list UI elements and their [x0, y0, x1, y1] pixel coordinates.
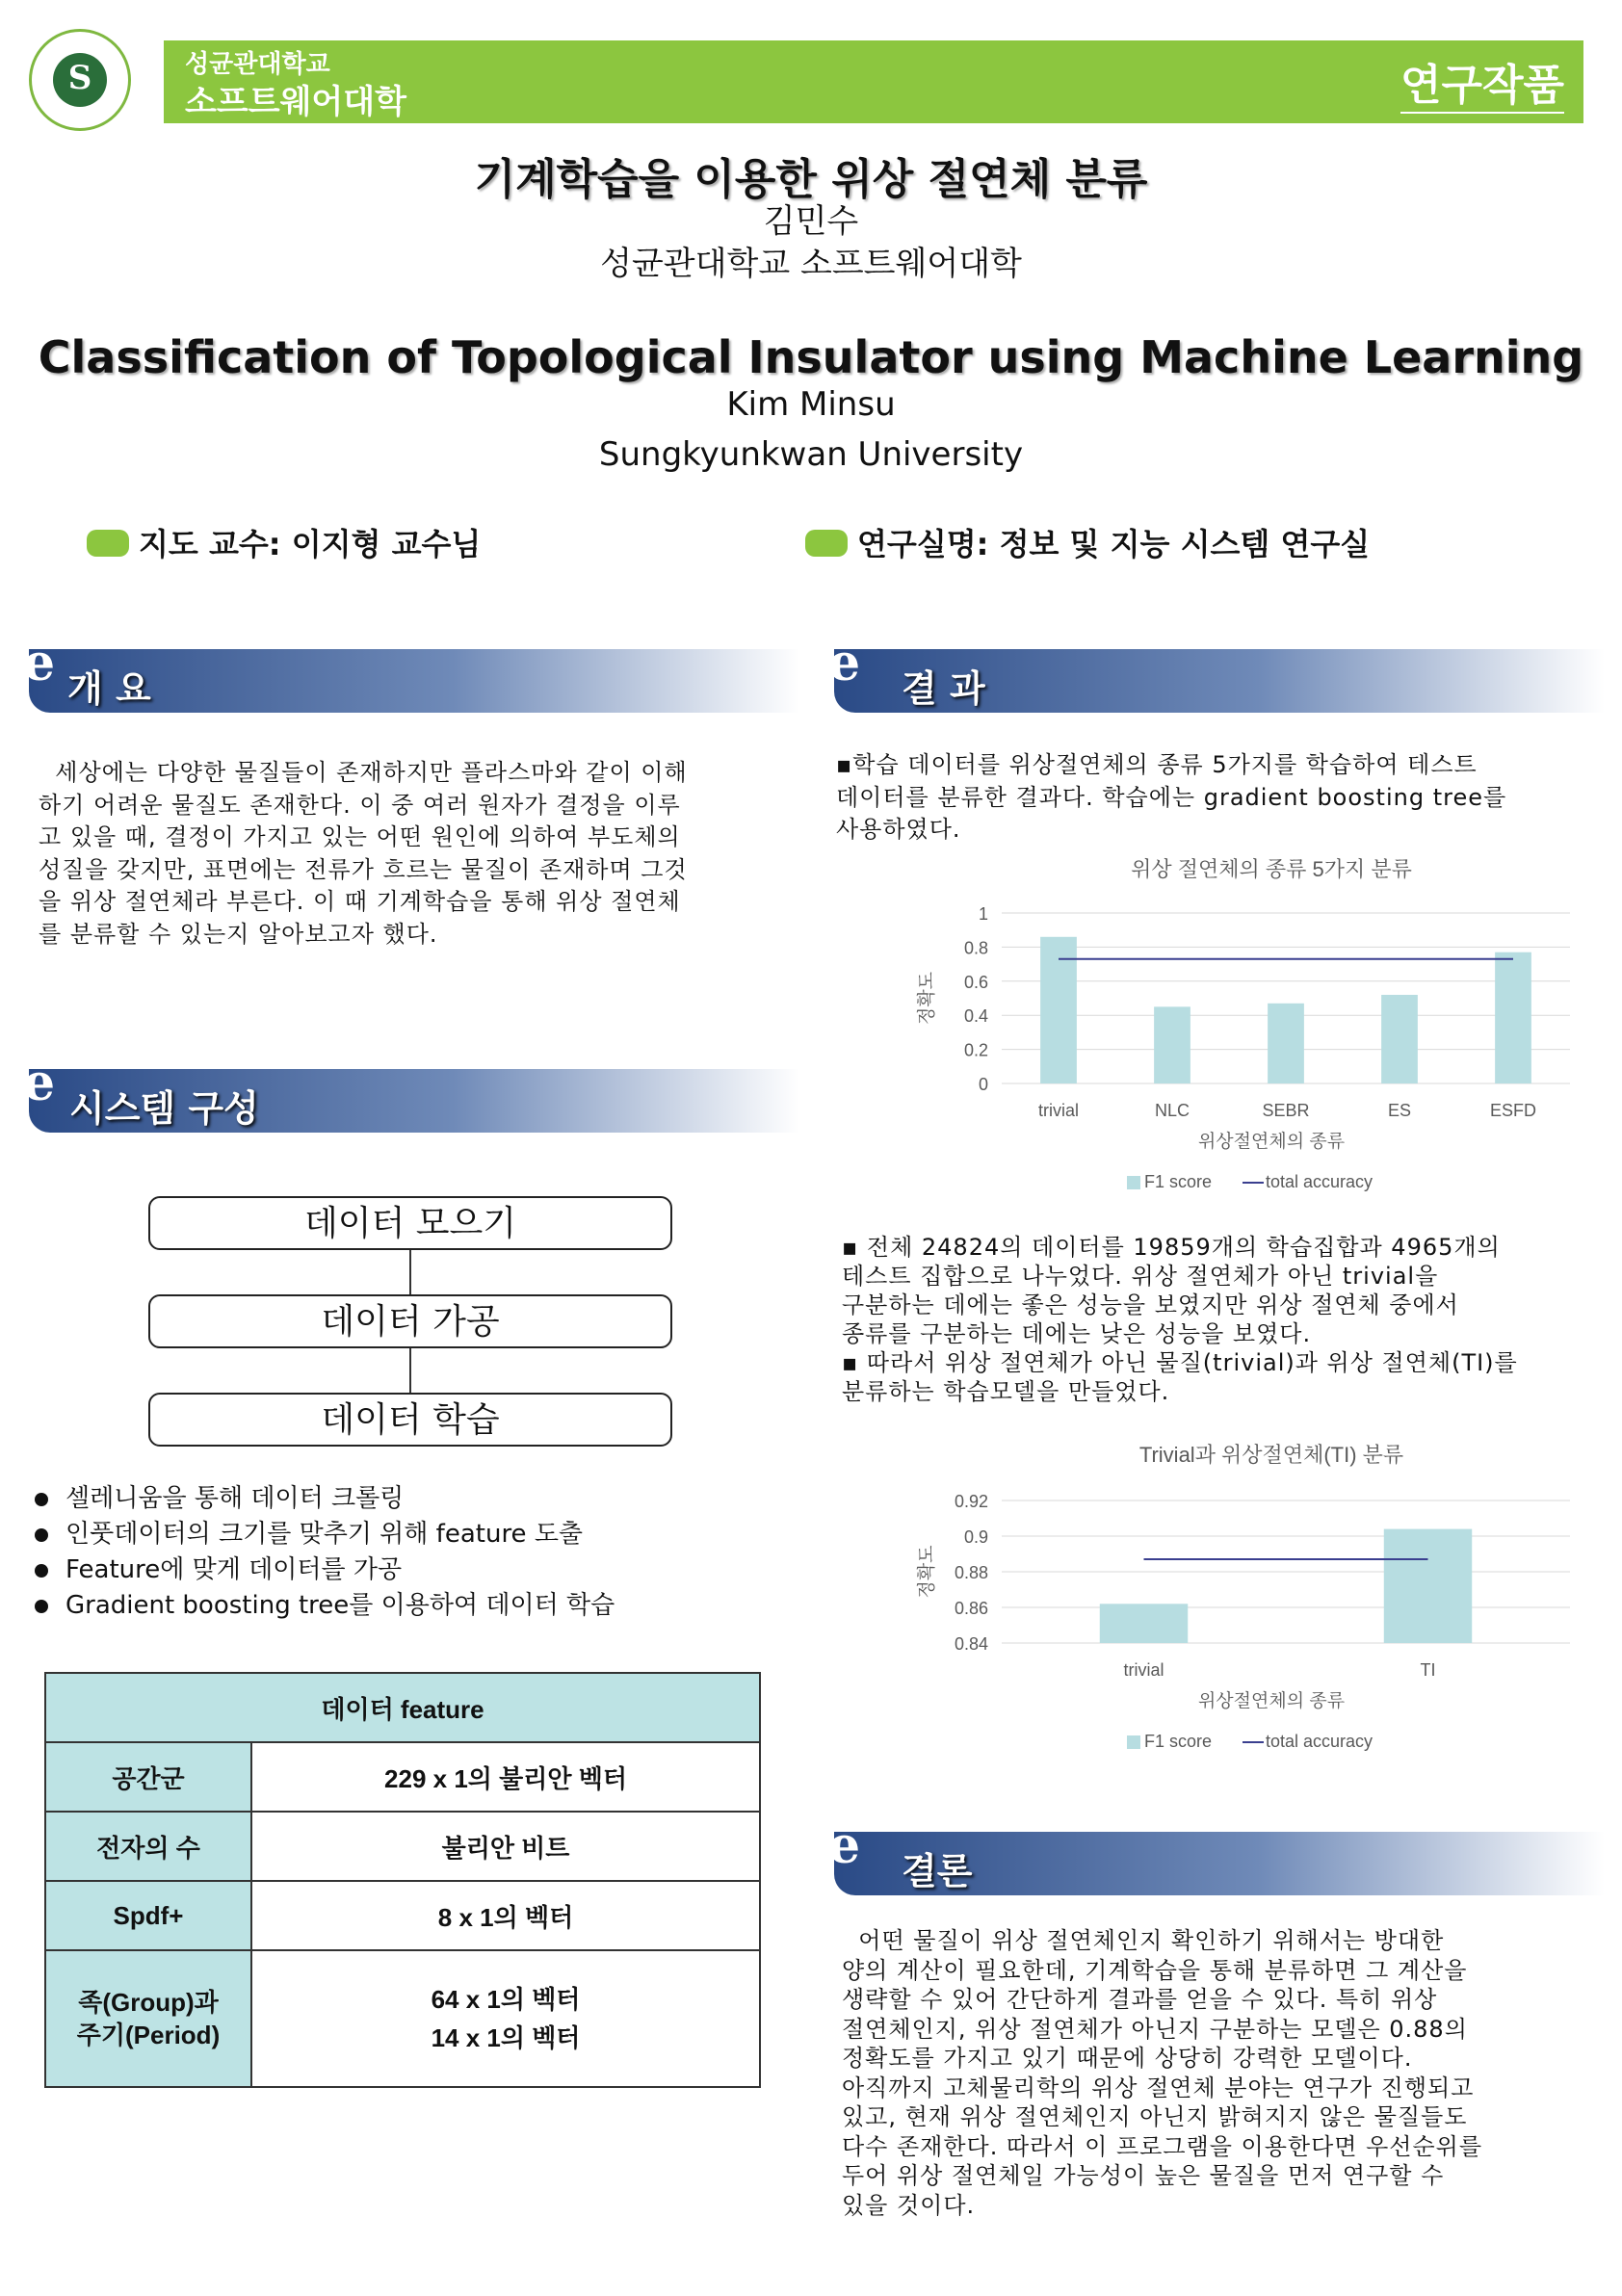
legend-label-f1: F1 score	[1144, 1732, 1213, 1751]
bar-f1-ESFD	[1495, 952, 1531, 1083]
x-axis-label: 위상절연체의 종류	[1197, 1132, 1346, 1152]
conclusion-line: 생략할 수 있어 간단하게 결과를 얻을 수 있다. 특히 위상	[842, 1986, 1438, 2013]
section-results-header	[828, 634, 1605, 713]
chart-trivial-ti	[867, 1433, 1570, 1770]
bullet-text: 셀레니움을 통해 데이터 크롤링	[65, 1484, 405, 1513]
table-key: 공간군	[45, 1742, 251, 1812]
y-tick-label: 0.86	[954, 1599, 988, 1618]
y-tick-label: 0.4	[963, 1006, 988, 1027]
section-e-icon: e	[23, 634, 56, 692]
conclusion-text	[842, 1926, 1603, 2220]
advisor-chip	[87, 530, 129, 557]
bar-f1-SEBR	[1268, 1004, 1304, 1083]
feature-table	[44, 1672, 761, 2088]
bullet-item	[35, 1481, 767, 1517]
section-e-icon: e	[828, 634, 861, 692]
bullet-item	[35, 1588, 767, 1624]
flow-arrow	[409, 1250, 411, 1294]
logo-emblem	[53, 53, 107, 107]
flow-step-collect: 데이터 모으기	[148, 1196, 672, 1250]
x-tick-label: ES	[1387, 1101, 1412, 1120]
table-row	[45, 1812, 760, 1881]
conclusion-line: 아직까지 고체물리학의 위상 절연체 분야는 연구가 진행되고	[842, 2074, 1475, 2101]
results-line: ▪ 전체 24824의 데이터를 19859개의 학습집합과 4965개의	[842, 1234, 1501, 1261]
flow-step-train: 데이터 학습	[148, 1393, 672, 1447]
lab-label: 연구실명: 정보 및 지능 시스템 연구실	[857, 526, 1371, 562]
affiliation-korean: 성균관대학교 소프트웨어대학	[600, 245, 1022, 283]
section-conclusion-header	[828, 1816, 1605, 1895]
section-overview-title: 개 요	[67, 667, 151, 710]
y-tick-label: 0	[978, 1075, 988, 1094]
overview-line: 세상에는 다양한 물질들이 존재하지만 플라스마와 같이 이해	[39, 759, 688, 786]
overview-line: 성질을 갖지만, 표면에는 전류가 흐르는 물질이 존재하며 그것	[39, 855, 688, 883]
title-english: Classification of Topological Insulator using Machine Learning	[38, 331, 1584, 383]
y-tick-label: 0.8	[963, 938, 988, 958]
y-tick-label: 1	[978, 904, 988, 924]
table-value: 8 x 1의 벡터	[251, 1881, 760, 1950]
chart-five-class	[867, 848, 1570, 1204]
section-conclusion-title: 결론	[902, 1850, 973, 1892]
table-key: Spdf+	[45, 1881, 251, 1950]
title-korean: 기계학습을 이용한 위상 절연체 분류	[474, 155, 1148, 204]
y-tick-label: 0.92	[954, 1492, 988, 1511]
results-line: ▪ 따라서 위상 절연체가 아닌 물질(trivial)과 위상 절연체(TI)를	[842, 1349, 1518, 1376]
table-key: 전자의 수	[45, 1812, 251, 1881]
conclusion-line: 다수 존재한다. 따라서 이 프로그램을 이용한다면 우선순위를	[842, 2132, 1483, 2160]
bullet-text: Feature에 맞게 데이터를 가공	[65, 1555, 403, 1584]
chart-title: Trivial과 위상절연체(TI) 분류	[1138, 1443, 1404, 1467]
bullet-item	[35, 1517, 767, 1552]
legend-label-accuracy: total accuracy	[1266, 1172, 1373, 1191]
section-system-title: 시스템 구성	[69, 1087, 259, 1130]
results-line: 구분하는 데에는 좋은 성능을 보였지만 위상 절연체 중에서	[842, 1292, 1459, 1318]
chart-title: 위상 절연체의 종류 5가지 분류	[1131, 857, 1412, 881]
bar-f1-TI	[1384, 1529, 1472, 1643]
results-intro	[836, 749, 1597, 847]
y-axis-label: 정확도	[917, 1545, 937, 1599]
table-row	[45, 1742, 760, 1812]
table-key: 족(Group)과 주기(Period)	[45, 1950, 251, 2087]
table-value: 229 x 1의 불리안 벡터	[251, 1742, 760, 1812]
header-university: 성균관대학교	[185, 50, 330, 79]
bar-f1-ES	[1381, 995, 1418, 1083]
section-overview-header	[23, 634, 799, 713]
overview-line: 고 있을 때, 결정이 가지고 있는 어떤 원인에 의하여 부도체의	[39, 823, 681, 850]
section-e-icon: e	[828, 1816, 861, 1875]
author-english: Kim Minsu	[726, 385, 896, 424]
overview-line: 를 분류할 수 있는지 알아보고자 했다.	[39, 920, 438, 948]
bar-f1-trivial	[1100, 1604, 1188, 1643]
university-logo	[29, 29, 131, 131]
y-tick-label: 0.84	[954, 1634, 988, 1654]
bullet-item	[35, 1552, 767, 1588]
bullet-dot-icon	[35, 1564, 48, 1578]
table-row	[45, 1950, 760, 2087]
conclusion-line: 있고, 현재 위상 절연체인지 아닌지 밝혀지지 않은 물질들도	[842, 2103, 1468, 2130]
x-tick-label: ESFD	[1489, 1101, 1537, 1120]
x-tick-label: SEBR	[1262, 1101, 1310, 1120]
flow-step-process: 데이터 가공	[148, 1294, 672, 1348]
x-tick-label: TI	[1420, 1660, 1436, 1680]
section-e-icon: e	[23, 1054, 56, 1112]
results-line: 데이터를 분류한 결과다. 학습에는 gradient boosting tree를	[836, 783, 1507, 811]
table-row	[45, 1881, 760, 1950]
overview-text	[39, 757, 799, 951]
legend-swatch-f1	[1127, 1176, 1140, 1189]
results-line: 종류를 구분하는 데에는 낮은 성능을 보였다.	[842, 1320, 1312, 1347]
table-header-row	[45, 1673, 760, 1742]
y-tick-label: 0.6	[963, 972, 988, 992]
bullet-dot-icon	[35, 1600, 48, 1613]
table-value	[251, 1950, 760, 2087]
header-category: 연구작품	[1400, 50, 1564, 114]
bullet-text: Gradient boosting tree를 이용하여 데이터 학습	[65, 1591, 615, 1620]
y-tick-label: 0.88	[954, 1563, 988, 1582]
conclusion-line: 두어 위상 절연체일 가능성이 높은 물질을 먼저 연구할 수	[842, 2162, 1445, 2189]
x-axis-label: 위상절연체의 종류	[1197, 1691, 1346, 1711]
x-tick-label: NLC	[1154, 1101, 1190, 1120]
system-bullets	[35, 1481, 767, 1624]
x-tick-label: trivial	[1123, 1660, 1164, 1680]
flow-arrow	[409, 1348, 411, 1393]
conclusion-line: 절연체인지, 위상 절연체가 아닌지 구분하는 모델은 0.88의	[842, 2015, 1468, 2043]
table-header: 데이터 feature	[45, 1673, 760, 1742]
results-line: 테스트 집합으로 나누었다. 위상 절연체가 아닌 trivial을	[842, 1263, 1439, 1290]
conclusion-line: 정확도를 가지고 있기 때문에 상당히 강력한 모델이다.	[842, 2045, 1413, 2072]
legend-label-accuracy: total accuracy	[1266, 1732, 1373, 1751]
header-banner	[164, 40, 1583, 123]
header-college: 소프트웨어대학	[185, 83, 406, 121]
results-line: 사용하였다.	[836, 816, 961, 843]
lab-chip	[805, 530, 848, 557]
table-value: 불리안 비트	[251, 1812, 760, 1881]
y-axis-label: 정확도	[917, 971, 937, 1026]
advisor-label: 지도 교수: 이지형 교수님	[139, 526, 482, 562]
section-system-header	[23, 1054, 799, 1133]
conclusion-line: 있을 것이다.	[842, 2191, 976, 2219]
x-tick-label: trivial	[1037, 1101, 1080, 1120]
conclusion-line: 어떤 물질이 위상 절연체인지 확인하기 위해서는 방대한	[842, 1927, 1445, 1954]
y-tick-label: 0.9	[963, 1527, 988, 1547]
overview-line: 하기 어려운 물질도 존재한다. 이 중 여러 원자가 결정을 이루	[39, 791, 681, 819]
legend-swatch-f1	[1127, 1735, 1140, 1749]
conclusion-line: 양의 계산이 필요한데, 기계학습을 통해 분류하면 그 계산을	[842, 1956, 1468, 1984]
author-korean: 김민수	[763, 202, 859, 241]
legend-label-f1: F1 score	[1144, 1172, 1213, 1191]
results-line: ▪학습 데이터를 위상절연체의 종류 5가지를 학습하여 테스트	[836, 751, 1478, 778]
results-mid	[842, 1233, 1603, 1406]
bullet-dot-icon	[35, 1493, 48, 1506]
bar-f1-NLC	[1154, 1006, 1190, 1083]
table-value-line: 64 x 1의 벡터	[431, 1985, 581, 2014]
table-value-line: 14 x 1의 벡터	[431, 2023, 581, 2052]
overview-line: 을 위상 절연체라 부른다. 이 때 기계학습을 통해 위상 절연체	[39, 888, 681, 915]
logo-s-icon: S	[67, 59, 92, 97]
affiliation-english: Sungkyunkwan University	[598, 435, 1024, 474]
y-tick-label: 0.2	[963, 1040, 988, 1060]
results-line: 분류하는 학습모델을 만들었다.	[842, 1378, 1170, 1405]
bullet-dot-icon	[35, 1528, 48, 1542]
section-results-title: 결 과	[902, 667, 985, 710]
bullet-text: 인풋데이터의 크기를 맞추기 위해 feature 도출	[65, 1520, 584, 1549]
